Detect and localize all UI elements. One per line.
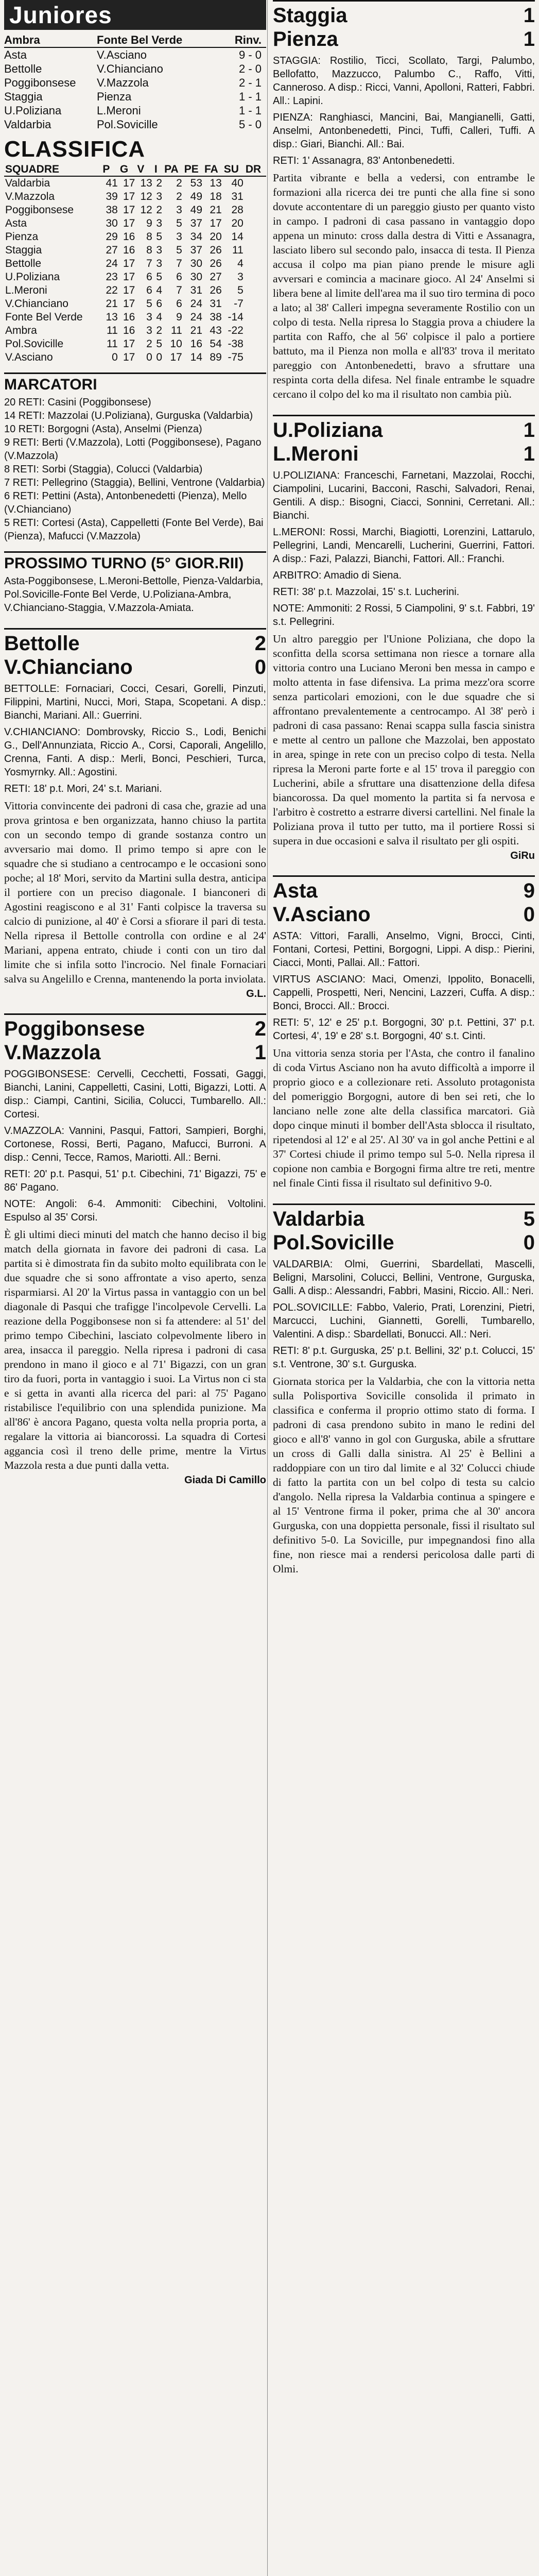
match-report-text: Una vittoria senza storia per l'Asta, che contro il fanalino di coda Virtus Asciano non ha avuto difficoltà a imporre il proprio gioco e a collezionare reti. Assoluto protagonista del pomeriggio Borgogni, autore di ben sei reti, che lo lanciano nelle zone alte della classifica marcatori. Già dopo cinque minuti il bomber dell'Asta sblocca il risultato, ripetendosi al 12' e al 25'. Al 30' va in gol anche Pettini e al 37' Cortesi chiude il primo tempo sul 5-0. Nella ripresa il copione non cambia e Borgogni firma altre tre reti, mentre nel finale Cinti fissa il risultato sul definitivo 9-0.: [273, 1047, 535, 1189]
standings-row: [4, 190, 266, 204]
standings-cell: 0: [112, 351, 118, 363]
standings-cell: 11: [107, 325, 118, 336]
results-home-cell: Asta: [4, 48, 27, 61]
standings-cell: 16: [123, 325, 135, 336]
away-team-name: Pienza: [273, 28, 338, 50]
results-home-cell: Staggia: [4, 90, 43, 103]
results-away-cell: Pol.Sovicille: [97, 118, 158, 131]
standings-cell: 27: [106, 244, 118, 256]
match-home-row: [273, 879, 535, 903]
standings-cell: 26: [210, 258, 222, 269]
results-row: [4, 117, 266, 131]
standings-cell: 41: [106, 177, 118, 189]
results-home-cell: Valdarbia: [4, 118, 51, 131]
standings-cell: 21: [190, 325, 202, 336]
standings-cell: 4: [156, 284, 163, 296]
scorer-line: 9 RETI: Berti (V.Mazzola), Lotti (Poggibonsese), Pagano (V.Mazzola): [4, 437, 262, 462]
standings-cell: 17: [123, 177, 135, 189]
match-signature: Giada Di Camillo: [184, 1475, 266, 1486]
standings-cell: 3: [176, 204, 182, 216]
standings-cell: 13: [210, 177, 222, 189]
standings-header-cell: SU: [223, 163, 245, 176]
results-away-cell: Pienza: [97, 90, 132, 103]
standings-cell: 5: [156, 271, 163, 283]
standings-cell: 3: [176, 231, 182, 243]
standings-cell: 17: [123, 351, 135, 363]
scorer-line: 6 RETI: Pettini (Asta), Antonbenedetti (Pienza), Mello (V.Chianciano): [4, 490, 247, 515]
standings-cell: 0: [146, 351, 152, 363]
away-team-score: 1: [254, 1041, 266, 1064]
match-lineup: STAGGIA: Rostilio, Ticci, Scollato, Targi, Palumbo, Bellofatto, Mazzucco, Palumbo C., Raffo, Vitti, Canneroso. A disp.: Ricci, Vanni, Apolloni, Ratteri, Fabbri. All.: Lapini.: [273, 55, 535, 107]
standings-cell: U.Poliziana: [5, 271, 60, 283]
results-score-cell: 1 - 1: [238, 104, 262, 117]
standings-cell: Staggia: [5, 244, 42, 256]
match-lineup: PIENZA: Ranghiasci, Mancini, Bai, Mangianelli, Gatti, Anselmi, Antonbenedetti, Pinci, Tuffi, Calleri, Tuffi. A disp.: Giari, Bianchi. All.: Bai.: [273, 112, 535, 150]
standings-cell: Bettolle: [5, 258, 42, 269]
standings-cell: 37: [190, 217, 202, 229]
match-report-text: Partita vibrante e bella a vedersi, con entrambe le formazioni alla ricerca dei tre punti che alla fine si sono dovute accontentare di un pareggio giusto per quanto visto in campo. I padroni di casa passano in vantaggio dopo appena un minuto: cross dalla destra di Vitti e Assanagra, lasciato libero sul secondo palo, insacca di testa. Il Pienza accusa il colpo ma pian piano prende le misure agli avversari e comincia a macinare gioco. Al 24' Anselmi si libera bene al limite dell'area ma il suo tiro termina di poco a lato; al 38' Calleri impegna severamente Rostilio con un colpo di testa. Nella ripresa lo Staggia prova a chiudere la partita con Raffo, che al 56' colpisce il palo a portiere battuto, ma il Pienza non molla e all'83' trova il meritato pareggio con Antonbenedetti, bravo a sfruttare una respinta corta della difesa. Nel finale entrambe le squadre cercano il colpo del ko ma il risultato non cambia più.: [273, 172, 535, 400]
standings-cell: 21: [210, 204, 222, 216]
standings-cell: 3: [146, 325, 152, 336]
standings-row: [4, 270, 266, 284]
standings-cell: 49: [190, 204, 202, 216]
standings-row: [4, 257, 266, 270]
standings-cell: 17: [210, 217, 222, 229]
results-away-cell: Fonte Bel Verde: [97, 33, 183, 46]
match-report-text: È gli ultimi dieci minuti del match che hanno deciso il big match della giornata in favore dei padroni di casa. La partita si è dimostrata fin da subito molto equilibrata con le due squadre che si sono affrontate a viso aperto, senza risparmiarsi. Al 20' la Virtus passa in vantaggio con un bel diagonale di Pasqui che trafigge l'incolpevole Cervelli. La reazione della Poggibonsese non si fa attendere: al 51' del primo tempo Cibechini, lasciato colpevolmente libero in area, insacca il pareggio. Nella ripresa i padroni di casa prendono in mano il gioco e al 71' Bigazzi, con un gran tiro da fuori, porta in vantaggio i suoi. La Virtus non ci sta e si getta in avanti alla ricerca del pari: al 75' Pagano ristabilisce l'equilibrio con una splendida punizione. Ma all'86' è ancora Pagano, questa volta nella propria porta, a regalare la vittoria ai biancorossi. La squadra di Cortesi aggancia così il treno delle prime, mentre la Virtus Mazzola resta a due punti dalla vetta.: [4, 1228, 266, 1471]
standings-cell: 27: [210, 271, 222, 283]
standings-cell: 2: [156, 204, 163, 216]
standings-cell: 20: [210, 231, 222, 243]
standings-cell: 7: [146, 258, 152, 269]
standings-cell: 16: [190, 338, 202, 350]
standings-cell: Poggibonsese: [5, 204, 74, 216]
match-lineup: RETI: 8' p.t. Gurguska, 25' p.t. Bellini, 32' p.t. Colucci, 15' s.t. Ventrone, 30' s.t. Gurguska.: [273, 1345, 535, 1370]
standings-cell: 5: [176, 217, 182, 229]
standings-cell: 13: [106, 311, 118, 323]
results-row: [4, 62, 266, 76]
results-row: [4, 48, 266, 62]
results-body: [4, 48, 266, 131]
standings-cell: Pienza: [5, 231, 39, 243]
standings-cell: Asta: [5, 217, 27, 229]
standings-body: [4, 176, 266, 364]
standings-cell: Pol.Sovicille: [5, 338, 64, 350]
standings-cell: 6: [176, 298, 182, 310]
match-home-row: [273, 1207, 535, 1231]
standings-cell: 17: [123, 258, 135, 269]
match-lineup: NOTE: Ammoniti: 2 Rossi, 5 Ciampolini, 9' s.t. Fabbri, 19' s.t. Pellegrini.: [273, 603, 535, 628]
away-team-name: Pol.Sovicille: [273, 1231, 394, 1254]
standings-header-cell: PE: [183, 163, 203, 176]
results-home-cell: U.Poliziana: [4, 104, 62, 117]
match-home-row: [273, 418, 535, 442]
standings-cell: V.Asciano: [5, 351, 53, 363]
match-report: [4, 1013, 266, 1486]
results-home-cell: Poggibonsese: [4, 76, 76, 89]
standings-cell: 14: [231, 231, 244, 243]
standings-cell: 3: [156, 258, 163, 269]
standings-cell: 29: [106, 231, 118, 243]
scorer-line: 5 RETI: Cortesi (Asta), Cappelletti (Fonte Bel Verde), Bai (Pienza), Mafucci (V.Mazzola): [4, 517, 264, 542]
standings-cell: Fonte Bel Verde: [5, 311, 83, 323]
standings-cell: -7: [234, 298, 244, 310]
standings-cell: 37: [190, 244, 202, 256]
standings-header-cell: V: [136, 163, 153, 176]
match-away-row: [273, 442, 535, 466]
standings-cell: 7: [176, 258, 182, 269]
match-lineup: RETI: 1' Assanagra, 83' Antonbenedetti.: [273, 155, 455, 166]
standings-cell: 22: [106, 284, 118, 296]
standings-cell: 5: [146, 298, 152, 310]
match-lineup: RETI: 18' p.t. Mori, 24' s.t. Mariani.: [4, 783, 162, 794]
match-lineup: V.CHIANCIANO: Dombrovsky, Riccio S., Lodi, Benichi G., Dell'Annunziata, Riccio A., Corsi, Caporali, Angelillo, Crenna, Fanti. A disp.: Merli, Bonci, Peschieri, Turca, Yosmyrnky. All.: Agostini.: [4, 726, 266, 778]
standings-cell: 2: [146, 338, 152, 350]
standings-cell: 53: [190, 177, 202, 189]
standings-cell: 40: [231, 177, 244, 189]
standings-cell: 54: [210, 338, 222, 350]
standings-cell: 5: [156, 231, 163, 243]
standings-cell: 17: [123, 271, 135, 283]
results-score-cell: 1 - 1: [238, 90, 262, 103]
standings-row: [4, 284, 266, 297]
standings-cell: 9: [146, 217, 152, 229]
match-report: [4, 628, 266, 1000]
standings-cell: 17: [170, 351, 182, 363]
standings-header-cell: P: [101, 163, 119, 176]
standings-cell: 3: [146, 311, 152, 323]
standings-cell: 6: [176, 271, 182, 283]
match-signature: GiRu: [510, 850, 535, 861]
standings-cell: 2: [156, 325, 163, 336]
standings-cell: -38: [228, 338, 244, 350]
away-team-name: V.Mazzola: [4, 1041, 101, 1064]
away-team-score: 1: [523, 443, 535, 465]
standings-cell: 18: [210, 191, 222, 202]
match-lineup: ASTA: Vittori, Faralli, Anselmo, Vigni, Brocci, Cinti, Fontani, Cortesi, Pettini, Borgogni, Lippi. A disp.: Pierini, Ciacci, Monti, Pallai. All.: Fattori.: [273, 930, 535, 969]
results-row: [4, 90, 266, 104]
standings-cell: 13: [140, 177, 152, 189]
standings-row: [4, 311, 266, 324]
standings-cell: 26: [210, 244, 222, 256]
results-score-cell: 9 - 0: [238, 48, 262, 61]
standings-cell: 3: [156, 217, 163, 229]
standings-cell: 5: [237, 284, 244, 296]
scorer-line: 8 RETI: Sorbi (Staggia), Colucci (Valdarbia): [4, 464, 203, 475]
column-divider: [267, 0, 268, 2576]
results-score-cell: Rinv.: [234, 33, 262, 46]
home-team-name: Bettolle: [4, 632, 80, 655]
standings-cell: 6: [146, 271, 152, 283]
standings-cell: 38: [210, 311, 222, 323]
standings-header-cell: SQUADRE: [4, 163, 101, 176]
match-home-row: [273, 4, 535, 27]
match-away-row: [4, 655, 266, 679]
standings-cell: V.Mazzola: [5, 191, 55, 202]
standings-cell: 17: [123, 338, 135, 350]
standings-cell: 30: [106, 217, 118, 229]
standings-cell: 28: [231, 204, 244, 216]
results-home-cell: Bettolle: [4, 62, 42, 75]
standings-cell: 11: [170, 325, 182, 336]
match-lineup: POL.SOVICILLE: Fabbo, Valerio, Prati, Lorenzini, Pietri, Marcucci, Luchini, Giannetti, Gorelli, Tumbarello, Valentini. A disp.: Sbardellati, Bonucci. All.: Neri.: [273, 1302, 535, 1340]
standings-row: [4, 337, 266, 351]
results-table: [4, 33, 266, 131]
standings-cell: 16: [123, 231, 135, 243]
match-home-row: [4, 1017, 266, 1041]
standings-cell: -75: [228, 351, 244, 363]
match-lineup: RETI: 20' p.t. Pasqui, 51' p.t. Cibechini, 71' Bigazzi, 75' e 86' Pagano.: [4, 1168, 266, 1193]
standings-cell: 31: [210, 298, 222, 310]
scorer-line: 14 RETI: Mazzolai (U.Poliziana), Gurguska (Valdarbia): [4, 410, 253, 421]
standings-cell: 3: [237, 271, 244, 283]
standings-cell: 5: [176, 244, 182, 256]
standings-cell: 8: [146, 231, 152, 243]
match-home-row: [4, 632, 266, 655]
scorer-line: 10 RETI: Borgogni (Asta), Anselmi (Pienza): [4, 423, 202, 435]
home-team-score: 1: [523, 4, 535, 27]
results-home-cell: Ambra: [4, 33, 40, 46]
match-report-text: Vittoria convincente dei padroni di casa che, grazie ad una prova grintosa e ben organizzata, hanno chiuso la partita con un secondo tempo di grande sostanza contro un avversario mai domo. Il primo tempo si apre con le squadre che si studiano a centrocampo e le occasioni sono poche; al 18' Mori, servito da Martini sulla destra, anticipa il portiere con un preciso diagonale. I bianconeri di Agostini reagiscono e al 31' Fanti colpisce la traversa su calcio di punizione, al 40' è Corsi a sfiorare il pari di testa. Nella ripresa il Bettolle controlla con ordine e al 24' Mariani, appena entrato, chiude i conti con un tiro dal limite che si infila sotto l'incrocio. Nel finale Fornaciari salva su Angelillo e Crenna, mantenendo la porta inviolata.: [4, 800, 266, 985]
standings-row: [4, 176, 266, 190]
match-report: [273, 875, 535, 1190]
standings-cell: 43: [210, 325, 222, 336]
match-report: [273, 0, 535, 401]
standings-cell: 3: [156, 244, 163, 256]
match-lineup: POGGIBONSESE: Cervelli, Cecchetti, Fossati, Gaggi, Bianchi, Lanini, Cappelletti, Casini, Lotti, Bigazzi, Lotti. A disp.: Ciampi, Cantini, Sicilia, Colucci, Tumbarello. All.: Cortesi.: [4, 1069, 266, 1120]
home-team-name: Poggibonsese: [4, 1018, 145, 1040]
standings-cell: 17: [123, 284, 135, 296]
away-team-name: L.Meroni: [273, 443, 359, 465]
match-away-row: [273, 903, 535, 926]
left-match-reports: [4, 628, 266, 1486]
match-away-row: [273, 27, 535, 51]
standings-cell: 6: [146, 284, 152, 296]
match-lineup: V.MAZZOLA: Vannini, Pasqui, Fattori, Sampieri, Borghi, Cortonese, Rossi, Berti, Pagano, Mafucci, Burroni. A disp.: Cenni, Tecce, Ramos, Mariotti. All.: Berni.: [4, 1125, 266, 1163]
match-lineup: VIRTUS ASCIANO: Maci, Omenzi, Ippolito, Bonacelli, Cappelli, Prospetti, Neri, Nencini, Lazzeri, Cuffa. A disp.: Bonci, Brocci. All.: Brocci.: [273, 974, 535, 1012]
standings-row: [4, 217, 266, 230]
left-column: [4, 0, 266, 1486]
match-lineup: ARBITRO: Amadio di Siena.: [273, 570, 402, 581]
standings-cell: 34: [190, 231, 202, 243]
match-lineup: NOTE: Angoli: 6-4. Ammoniti: Cibechini, Voltolini. Espulso al 35' Corsi.: [4, 1198, 266, 1223]
home-team-name: Valdarbia: [273, 1208, 364, 1230]
standings-cell: 3: [156, 191, 163, 202]
standings-cell: 10: [170, 338, 182, 350]
standings-cell: 11: [232, 244, 244, 256]
away-team-score: 0: [254, 656, 266, 679]
match-lineup: RETI: 5', 12' e 25' p.t. Borgogni, 30' p.t. Pettini, 37' p.t. Cortesi, 4', 19' e 28' s.t. Borgogni, 40' s.t. Cinti.: [273, 1017, 535, 1042]
standings-cell: 16: [123, 244, 135, 256]
standings-cell: 2: [176, 191, 182, 202]
section-banner: Juniores: [4, 0, 266, 30]
home-team-score: 2: [254, 1018, 266, 1040]
away-team-name: V.Chianciano: [4, 656, 133, 679]
standings-cell: 14: [190, 351, 202, 363]
standings-header-row: [4, 163, 266, 176]
standings-cell: 24: [190, 298, 202, 310]
results-score-cell: 5 - 0: [238, 118, 262, 131]
home-team-score: 1: [523, 419, 535, 442]
home-team-score: 2: [254, 632, 266, 655]
standings-table: [4, 163, 266, 364]
results-row: [4, 104, 266, 117]
home-team-name: Staggia: [273, 4, 347, 27]
match-lineup: BETTOLLE: Fornaciari, Cocci, Cesari, Gorelli, Pinzuti, Filippini, Martini, Nucci, Mori, Stapa, Scopetani. A disp.: Bianchi, Mariani. All.: Guerrini.: [4, 683, 266, 721]
match-report: [273, 1204, 535, 1576]
standings-cell: 24: [106, 258, 118, 269]
standings-cell: 26: [210, 284, 222, 296]
match-report-text: Giornata storica per la Valdarbia, che con la vittoria netta sulla Polisportiva Sovicille consolida il primato in classifica e conferma il proprio ottimo stato di forma. I padroni di casa prendono subito in mano le redini del gioco e all'8' vanno in gol con Gurguska, abile a sfruttare un cross di Galli dalla sinistra. Al 25' è Bellini a raddoppiare con un tiro dal limite e al 32' Colucci chiude di fatto la partita con un bel colpo di testa su calcio d'angolo. Nella ripresa la Valdarbia continua a spingere e al 15' Ventrone firma il poker, prima che al 30' ancora Gurguska, con una doppietta personale, fissi il risultato sul definitivo 5-0. La Sovicille, pur impegnandosi fino alla fine, non riesce mai a rendersi pericolosa dalle parti di Olmi.: [273, 1375, 535, 1575]
match-lineup: U.POLIZIANA: Franceschi, Farnetani, Mazzolai, Rocchi, Ciampolini, Lucarini, Bacconi, Raschi, Salvadori, Renai, Gentili. A disp.: Bisogni, Ciacci, Sonnini, Cerretani. All.: Bianchi.: [273, 470, 535, 521]
next-round-title: PROSSIMO TURNO (5° GIOR.RII): [4, 551, 266, 572]
results-score-cell: 2 - 1: [238, 76, 262, 89]
standings-cell: 38: [106, 204, 118, 216]
standings-header-cell: G: [119, 163, 136, 176]
home-team-score: 5: [523, 1208, 535, 1230]
standings-cell: 49: [190, 191, 202, 202]
results-header-row: [4, 33, 266, 48]
home-team-name: Asta: [273, 879, 318, 902]
match-lineup: RETI: 38' p.t. Mazzolai, 15' s.t. Lucherini.: [273, 586, 460, 598]
match-away-row: [273, 1231, 535, 1255]
standings-row: [4, 297, 266, 311]
standings-cell: 12: [140, 204, 152, 216]
scorer-line: 20 RETI: Casini (Poggibonsese): [4, 397, 151, 408]
standings-cell: 39: [106, 191, 118, 202]
match-lineup: VALDARBIA: Olmi, Guerrini, Sbardellati, Mascelli, Beligni, Marsolini, Colucci, Bellini, Ventrone, Gurguska, Galli. A disp.: Alessandri, Fabbri, Masini, Riccio. All.: Neri.: [273, 1259, 535, 1297]
match-away-row: [4, 1041, 266, 1064]
standings-cell: 7: [176, 284, 182, 296]
standings-cell: 17: [123, 298, 135, 310]
standings-cell: 16: [123, 311, 135, 323]
results-away-cell: V.Mazzola: [97, 76, 149, 89]
match-report-text: Un altro pareggio per l'Unione Poliziana, che dopo la sconfitta della scorsa settimana non riesce a tornare alla vittoria contro una Luciano Meroni ben messa in campo e molto attenta in fase difensiva. La prima mezz'ora scorre senza particolari emozioni, con le due squadre che si affrontano prevalentemente a centrocampo. Al 38' però i padroni di casa passano: Renai scappa sulla fascia sinistra e mette al centro un pallone che Mazzolai, ben appostato in area, spinge in rete con un preciso colpo di testa. Nella ripresa la Meroni parte forte e al 15' trova il pareggio con Lucherini, abile a sfruttare una disattenzione della difesa biancorossa. Da quel momento la partita si fa nervosa e l'arbitro è costretto a estrarre diversi cartellini. Nel finale la Poliziana prova il tutto per tutto, ma il portiere Rossi si supera in due occasioni e salva il risultato per gli ospiti.: [273, 633, 535, 847]
standings-cell: 17: [123, 217, 135, 229]
standings-cell: 12: [140, 191, 152, 202]
standings-cell: 4: [237, 258, 244, 269]
standings-cell: Ambra: [5, 325, 37, 336]
standings-cell: 11: [107, 338, 118, 350]
right-match-reports: [273, 0, 535, 1576]
standings-row: [4, 244, 266, 257]
results-row: [4, 76, 266, 90]
standings-cell: -14: [228, 311, 244, 323]
standings-cell: 0: [156, 351, 163, 363]
standings-cell: 24: [190, 311, 202, 323]
standings-cell: 17: [123, 191, 135, 202]
scorers-title: MARCATORI: [4, 372, 266, 394]
standings-cell: Valdarbia: [5, 177, 50, 189]
scorer-line: 7 RETI: Pellegrino (Staggia), Bellini, Ventrone (Valdarbia): [4, 477, 265, 488]
standings-cell: V.Chianciano: [5, 298, 68, 310]
standings-cell: 31: [190, 284, 202, 296]
away-team-score: 0: [523, 1231, 535, 1254]
away-team-name: V.Asciano: [273, 903, 371, 926]
results-away-cell: L.Meroni: [97, 104, 141, 117]
standings-cell: 2: [176, 177, 182, 189]
standings-cell: 5: [156, 338, 163, 350]
standings-row: [4, 230, 266, 244]
results-away-cell: V.Asciano: [97, 48, 147, 61]
standings-cell: -22: [228, 325, 244, 336]
standings-row: [4, 324, 266, 337]
right-column: [273, 0, 535, 1576]
standings-row: [4, 204, 266, 217]
home-team-name: U.Poliziana: [273, 419, 383, 442]
results-score-cell: 2 - 0: [238, 62, 262, 75]
standings-cell: 6: [156, 298, 163, 310]
standings-cell: 30: [190, 258, 202, 269]
match-report: [273, 415, 535, 862]
standings-cell: 21: [106, 298, 118, 310]
match-lineup: L.MERONI: Rossi, Marchi, Biagiotti, Lorenzini, Lattarulo, Pellegrini, Landi, Mencarelli, Lucherini, Guerrini, Fattori. A disp.: Fazi, Palazzi, Bianchi, Fattori. All.: Franchi.: [273, 527, 535, 565]
standings-cell: L.Meroni: [5, 284, 47, 296]
standings-cell: 17: [123, 204, 135, 216]
home-team-score: 9: [523, 879, 535, 902]
away-team-score: 0: [523, 903, 535, 926]
standings-header-cell: PA: [163, 163, 183, 176]
results-away-cell: V.Chianciano: [97, 62, 163, 75]
standings-cell: 9: [176, 311, 182, 323]
standings-cell: 23: [106, 271, 118, 283]
standings-cell: 4: [156, 311, 163, 323]
scorers-list: [4, 396, 266, 543]
standings-header-cell: DR: [245, 163, 266, 176]
away-team-score: 1: [523, 28, 535, 50]
standings-cell: 8: [146, 244, 152, 256]
standings-cell: 2: [156, 177, 163, 189]
standings-header-cell: I: [153, 163, 163, 176]
standings-title: CLASSIFICA: [4, 137, 145, 162]
match-signature: G.L.: [246, 988, 266, 999]
next-round-text: Asta-Poggibonsese, L.Meroni-Bettolle, Pienza-Valdarbia, Pol.Sovicille-Fonte Bel Verde, U.Poliziana-Ambra, V.Chianciano-Staggia, V.Mazzola-Amiata.: [4, 575, 264, 614]
standings-header-cell: FA: [203, 163, 223, 176]
standings-cell: 89: [210, 351, 222, 363]
standings-cell: 20: [231, 217, 244, 229]
standings-cell: 31: [231, 191, 244, 202]
standings-cell: 30: [190, 271, 202, 283]
standings-row: [4, 351, 266, 364]
